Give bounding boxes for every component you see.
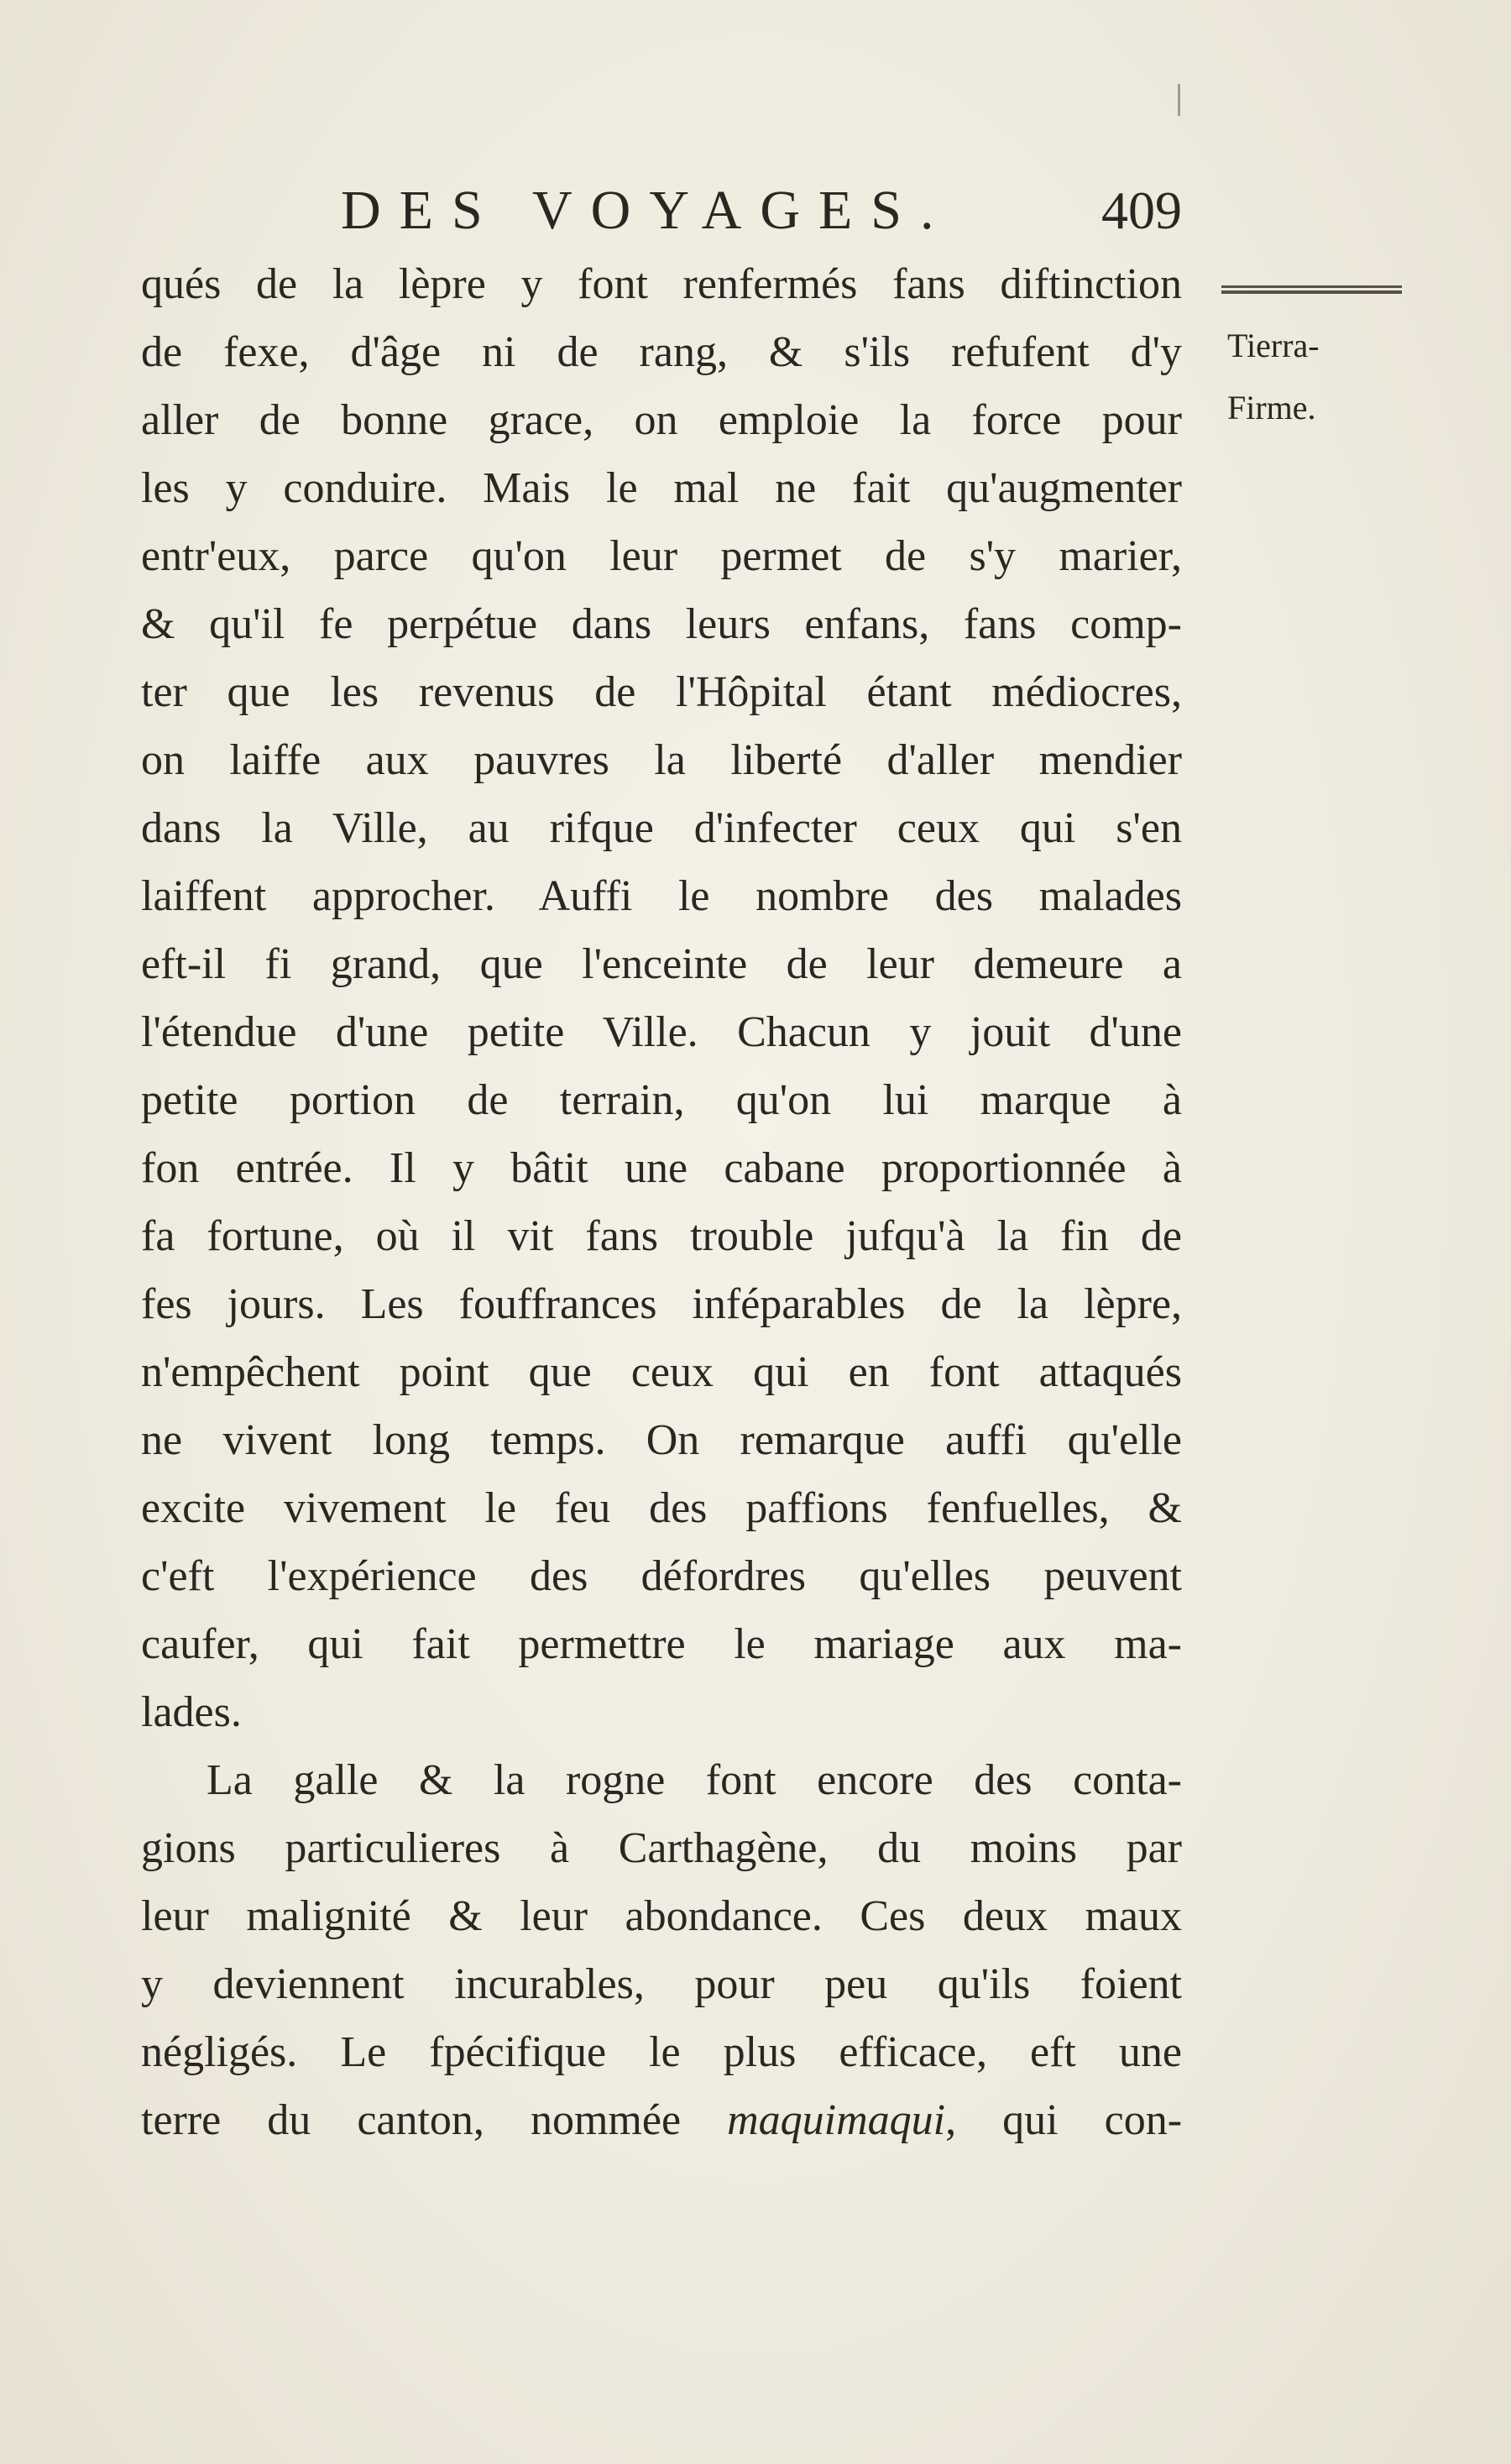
- page-number: 409: [1101, 180, 1182, 240]
- text-line: on laiffe aux pauvres la liberté d'aller mendier: [141, 736, 1182, 784]
- page-crease-mark: [1178, 84, 1180, 116]
- text-line: fa fortune, où il vit fans trouble jufqu'à la fin de: [141, 1212, 1182, 1260]
- text-line: ter que les revenus de l'Hôpital étant médiocres,: [141, 668, 1182, 716]
- margin-rule: [1221, 285, 1402, 294]
- text-line: La galle & la rogne font encore des conta-: [207, 1756, 1182, 1804]
- text-line: y deviennent incurables, pour peu qu'ils foient: [141, 1960, 1182, 2008]
- running-head: DES VOYAGES.: [341, 180, 953, 241]
- text-line: lades.: [141, 1688, 242, 1736]
- margin-note-line: Firme.: [1227, 389, 1316, 426]
- text-line: c'eft l'expérience des défordres qu'elles peuvent: [141, 1552, 1182, 1600]
- text-line: ne vivent long temps. On remarque auffi qu'elle: [141, 1416, 1182, 1464]
- page-header: [141, 173, 1182, 248]
- text-line: laiffent approcher. Auffi le nombre des malades: [141, 872, 1182, 920]
- text-line: leur malignité & leur abondance. Ces deux maux: [141, 1892, 1182, 1940]
- body-text: [141, 250, 1182, 2154]
- text-line: négligés. Le fpécifique le plus efficace, eft une: [141, 2028, 1182, 2076]
- text-line: aller de bonne grace, on emploie la force pour: [141, 396, 1182, 444]
- text-line: excite vivement le feu des paffions fenfuelles, &: [141, 1484, 1182, 1532]
- text-line-with-italic: [141, 2086, 1182, 2154]
- text-line: n'empêchent point que ceux qui en font attaqués: [141, 1348, 1182, 1396]
- text-line: qués de la lèpre y font renfermés fans diftinction: [141, 260, 1182, 308]
- text-line: entr'eux, parce qu'on leur permet de s'y marier,: [141, 532, 1182, 580]
- text-line: dans la Ville, au rifque d'infecter ceux qui s'en: [141, 804, 1182, 852]
- text-line: eft-il fi grand, que l'enceinte de leur demeure a: [141, 940, 1182, 988]
- text-line: l'étendue d'une petite Ville. Chacun y jouit d'une: [141, 1008, 1182, 1056]
- text-line: fon entrée. Il y bâtit une cabane proportionnée à: [141, 1144, 1182, 1192]
- text-segment: terre du canton, nommée: [141, 2096, 728, 2144]
- text-line: & qu'il fe perpétue dans leurs enfans, fans comp-: [141, 600, 1182, 648]
- text-line: gions particulieres à Carthagène, du moins par: [141, 1824, 1182, 1872]
- text-line: les y conduire. Mais le mal ne fait qu'augmenter: [141, 464, 1182, 512]
- text-line: petite portion de terrain, qu'on lui marque à: [141, 1076, 1182, 1124]
- text-line: de fexe, d'âge ni de rang, & s'ils refufent d'y: [141, 328, 1182, 376]
- margin-note: [1227, 315, 1412, 439]
- text-line: fes jours. Les fouffrances inféparables de la lèpre,: [141, 1280, 1182, 1328]
- italic-term: maquimaqui: [727, 2096, 946, 2144]
- text-segment: , qui con-: [945, 2096, 1183, 2144]
- margin-note-line: Tierra-: [1227, 327, 1320, 364]
- text-line: caufer, qui fait permettre le mariage aux ma-: [141, 1620, 1182, 1668]
